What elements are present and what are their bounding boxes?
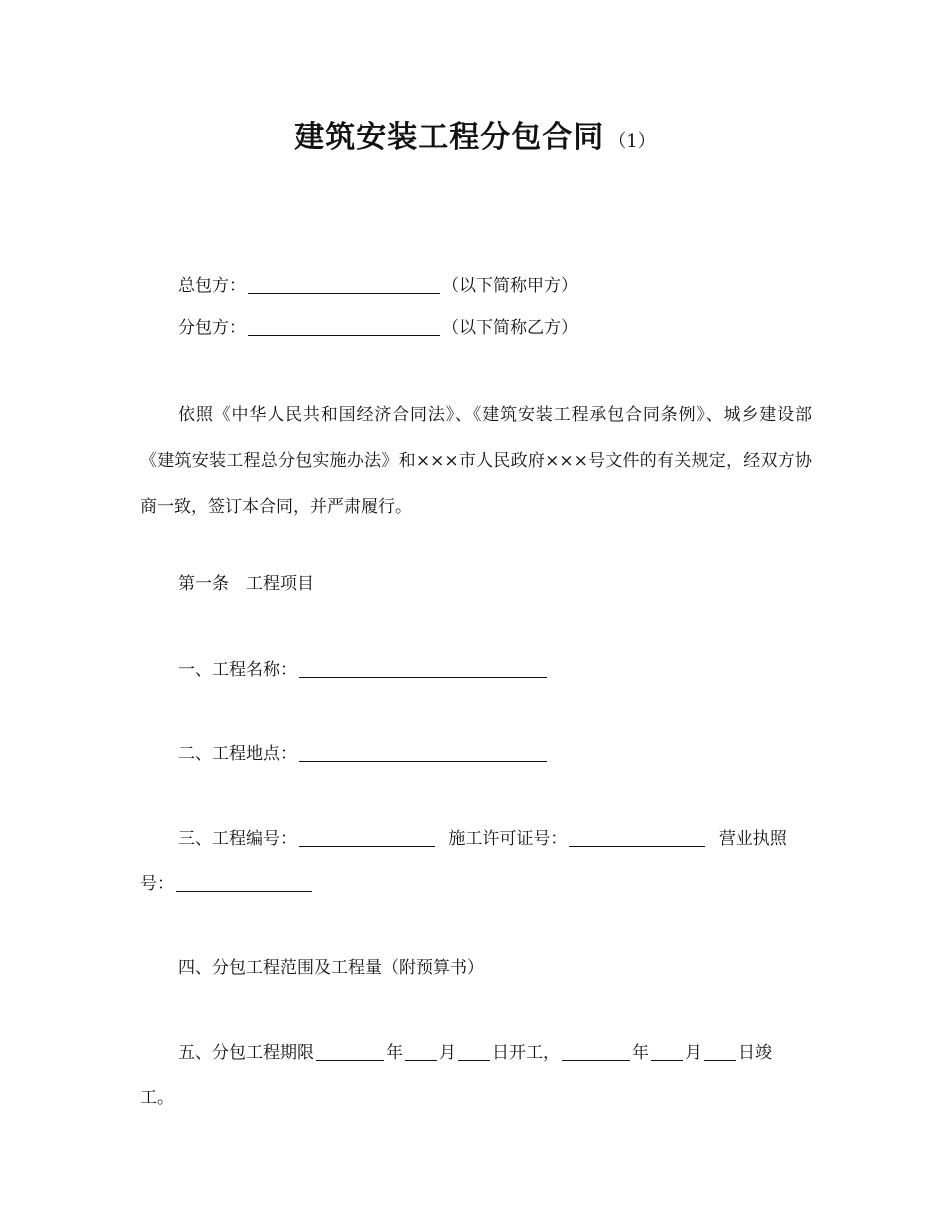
subcontractor-label: 分包方： bbox=[178, 318, 246, 338]
start-day-blank[interactable] bbox=[458, 1042, 490, 1061]
business-license-blank[interactable] bbox=[176, 873, 312, 892]
project-number-line bbox=[178, 827, 787, 851]
project-name-label: 一、工程名称： bbox=[178, 660, 297, 680]
general-contractor-note: （以下简称甲方） bbox=[442, 276, 578, 296]
start-year-unit: 年 bbox=[386, 1043, 403, 1063]
project-number-label: 三、工程编号： bbox=[178, 829, 297, 849]
general-contractor-blank[interactable] bbox=[248, 275, 440, 294]
start-month-blank[interactable] bbox=[405, 1042, 437, 1061]
schedule-label: 五、分包工程期限 bbox=[178, 1043, 314, 1063]
permit-label: 施工许可证号： bbox=[448, 829, 568, 849]
title-suffix: （1） bbox=[608, 131, 656, 152]
business-license-label-tail: 号： bbox=[140, 874, 174, 894]
general-contractor-line bbox=[178, 274, 578, 298]
article1-heading: 第一条 工程项目 bbox=[178, 574, 314, 594]
start-year-blank[interactable] bbox=[316, 1042, 384, 1061]
end-month-unit: 月 bbox=[685, 1043, 702, 1063]
end-year-blank[interactable] bbox=[562, 1042, 630, 1061]
schedule-line bbox=[178, 1041, 772, 1065]
start-day-text: 日开工， bbox=[492, 1043, 560, 1063]
document-title bbox=[0, 112, 950, 156]
project-name-blank[interactable] bbox=[299, 659, 547, 678]
scope-line: 四、分包工程范围及工程量（附预算书） bbox=[178, 958, 484, 978]
general-contractor-label: 总包方： bbox=[178, 276, 246, 296]
project-location-blank[interactable] bbox=[299, 743, 547, 762]
subcontractor-blank[interactable] bbox=[248, 317, 440, 336]
project-name-line bbox=[178, 658, 549, 682]
business-license-line bbox=[140, 872, 314, 896]
title-main: 建筑安装工程分包合同 bbox=[294, 120, 605, 155]
project-location-line bbox=[178, 742, 549, 766]
start-month-unit: 月 bbox=[439, 1043, 456, 1063]
end-day-blank[interactable] bbox=[704, 1042, 736, 1061]
schedule-line-tail: 工。 bbox=[140, 1088, 174, 1108]
end-year-unit: 年 bbox=[632, 1043, 649, 1063]
subcontractor-line bbox=[178, 316, 578, 340]
end-month-blank[interactable] bbox=[651, 1042, 683, 1061]
business-license-label: 营业执照 bbox=[718, 829, 787, 849]
end-day-text: 日竣 bbox=[738, 1043, 772, 1063]
preamble-paragraph: 依照《中华人民共和国经济合同法》、《建筑安装工程承包合同条例》、城乡建设部《建筑安装工程总分包实施办法》和×××市人民政府×××号文件的有关规定，经双方协商一致，签订本合同，并严肃履行。 bbox=[140, 405, 812, 517]
subcontractor-note: （以下简称乙方） bbox=[442, 318, 578, 338]
project-location-label: 二、工程地点： bbox=[178, 744, 297, 764]
project-number-blank[interactable] bbox=[299, 828, 435, 847]
permit-blank[interactable] bbox=[569, 828, 705, 847]
